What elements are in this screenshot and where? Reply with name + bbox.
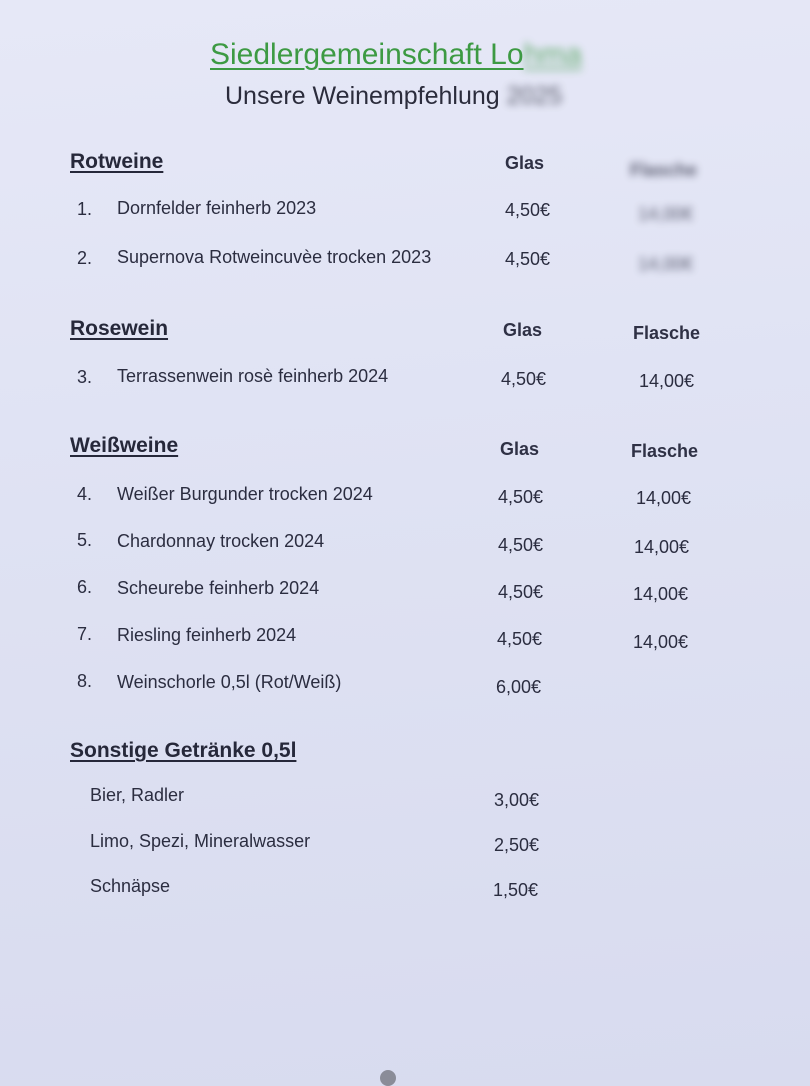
price-glas: 4,50€ [498,535,544,555]
item-name: Limo, Spezi, Mineralwasser [90,831,311,851]
column-header-flasche: Flasche [630,160,698,180]
item-number: 8. [77,671,93,691]
title-text: Siedlergemeinschaft Lo [210,38,524,71]
price-glas: 4,50€ [498,487,544,507]
price-glas: 6,00€ [496,677,542,697]
title-blurred-text: hma [523,38,582,71]
price-flasche: 14,00€ [633,584,689,604]
section-heading-rosewein: Rosewein [70,317,169,340]
price-flasche: 14,00€ [638,254,694,274]
section-heading-sonstige: Sonstige Getränke 0,5l [70,739,297,762]
item-number: 3. [77,367,93,387]
price-flasche: 14,00€ [639,371,695,391]
item-number: 4. [77,484,93,504]
column-header-glas: Glas [505,153,545,173]
subtitle-text: Unsere Weinempfehlung [225,82,507,110]
item-number: 7. [77,624,93,644]
column-header-glas: Glas [503,320,543,340]
paper-hole-mark [380,1070,396,1086]
item-number: 5. [77,530,93,550]
subtitle-blurred-text: 2025 [506,82,563,110]
item-number: 1. [77,199,93,219]
item-name: Weißer Burgunder trocken 2024 [117,484,373,504]
price-glas: 4,50€ [497,629,543,649]
price-glas: 4,50€ [498,582,544,602]
document-subtitle [225,82,562,111]
item-name: Dornfelder feinherb 2023 [117,198,317,218]
price: 2,50€ [494,835,540,855]
item-number: 6. [77,577,93,597]
item-name: Schnäpse [90,876,171,896]
item-name: Scheurebe feinherb 2024 [117,578,320,598]
price-glas: 4,50€ [505,249,551,269]
price-flasche: 14,00€ [633,632,689,652]
document-title [210,38,582,72]
item-name: Chardonnay trocken 2024 [117,531,325,551]
column-header-flasche: Flasche [633,323,701,343]
item-name: Riesling feinherb 2024 [117,625,297,645]
price-glas: 4,50€ [505,200,551,220]
item-number: 2. [77,248,93,268]
price: 3,00€ [494,790,540,810]
item-name: Terrassenwein rosè feinherb 2024 [117,366,389,386]
column-header-glas: Glas [500,439,540,459]
price-flasche: 14,00€ [636,488,692,508]
section-heading-weissweine: Weißweine [70,434,179,457]
item-name: Weinschorle 0,5l (Rot/Weiß) [117,672,342,692]
price-glas: 4,50€ [501,369,547,389]
section-heading-rotweine: Rotweine [70,150,164,173]
price-flasche: 14,00€ [638,204,694,224]
price: 1,50€ [493,880,539,900]
item-name: Supernova Rotweincuvèe trocken 2023 [117,247,432,267]
item-name: Bier, Radler [90,785,185,805]
column-header-flasche: Flasche [631,441,699,461]
price-flasche: 14,00€ [634,537,690,557]
